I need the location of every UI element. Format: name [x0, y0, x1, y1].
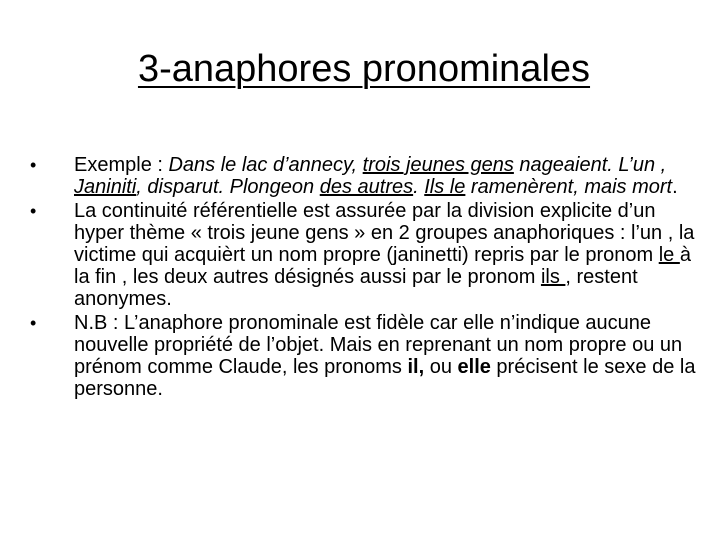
- slide-title: 3-anaphores pronominales: [137, 48, 591, 90]
- example-proper-noun: Janiniti: [74, 176, 137, 198]
- bullet-text: [74, 312, 695, 400]
- bullet-item-nb: [30, 312, 702, 400]
- bullet-text: [74, 154, 678, 198]
- example-text: , disparut. Plongeon: [136, 176, 320, 198]
- example-others: des autres: [319, 176, 414, 198]
- pronoun-il: il,: [407, 356, 425, 378]
- example-text: ramenèrent, mais mort: [465, 176, 673, 198]
- bullet-item-continuity: [30, 200, 702, 310]
- bullet-marker: •: [30, 313, 37, 333]
- pronoun-ils: ils: [540, 266, 566, 288]
- bullet-list: [30, 154, 702, 402]
- example-text: nageaient. L’un ,: [513, 154, 667, 176]
- continuity-text: La continuité référentielle est assurée par la division explicite d’un hyper thème « trois jeune gens » en 2 groupes anaphoriques : l’un , la victime qui acquièrt un nom propre (janinetti) repris par le pronom: [74, 200, 695, 266]
- example-pronouns: Ils le: [424, 176, 466, 198]
- example-text: .: [672, 176, 678, 198]
- example-antecedent: trois jeunes gens: [362, 154, 514, 176]
- example-label: Exemple :: [74, 154, 169, 176]
- bullet-marker: •: [30, 201, 37, 221]
- continuity-text: , restent anonymes.: [74, 266, 638, 310]
- example-text: Dans le lac d’annecy,: [168, 154, 363, 176]
- pronoun-elle: elle: [457, 356, 491, 378]
- bullet-item-example: [30, 154, 702, 198]
- nb-text: précisent le sexe de la personne.: [74, 356, 696, 400]
- example-text: .: [413, 176, 425, 198]
- pronoun-le: le: [658, 244, 680, 266]
- nb-text: N.B : L’anaphore pronominale est fidèle car elle n’indique aucune nouvelle propriété de l’objet. Mais en reprenant un nom propre ou un prénom comme Claude, les pronoms: [74, 312, 683, 378]
- nb-text: ou: [424, 356, 458, 378]
- bullet-marker: •: [30, 155, 37, 175]
- bullet-text: [74, 200, 694, 310]
- continuity-text: à la fin , les deux autres désignés aussi par le pronom: [74, 244, 691, 288]
